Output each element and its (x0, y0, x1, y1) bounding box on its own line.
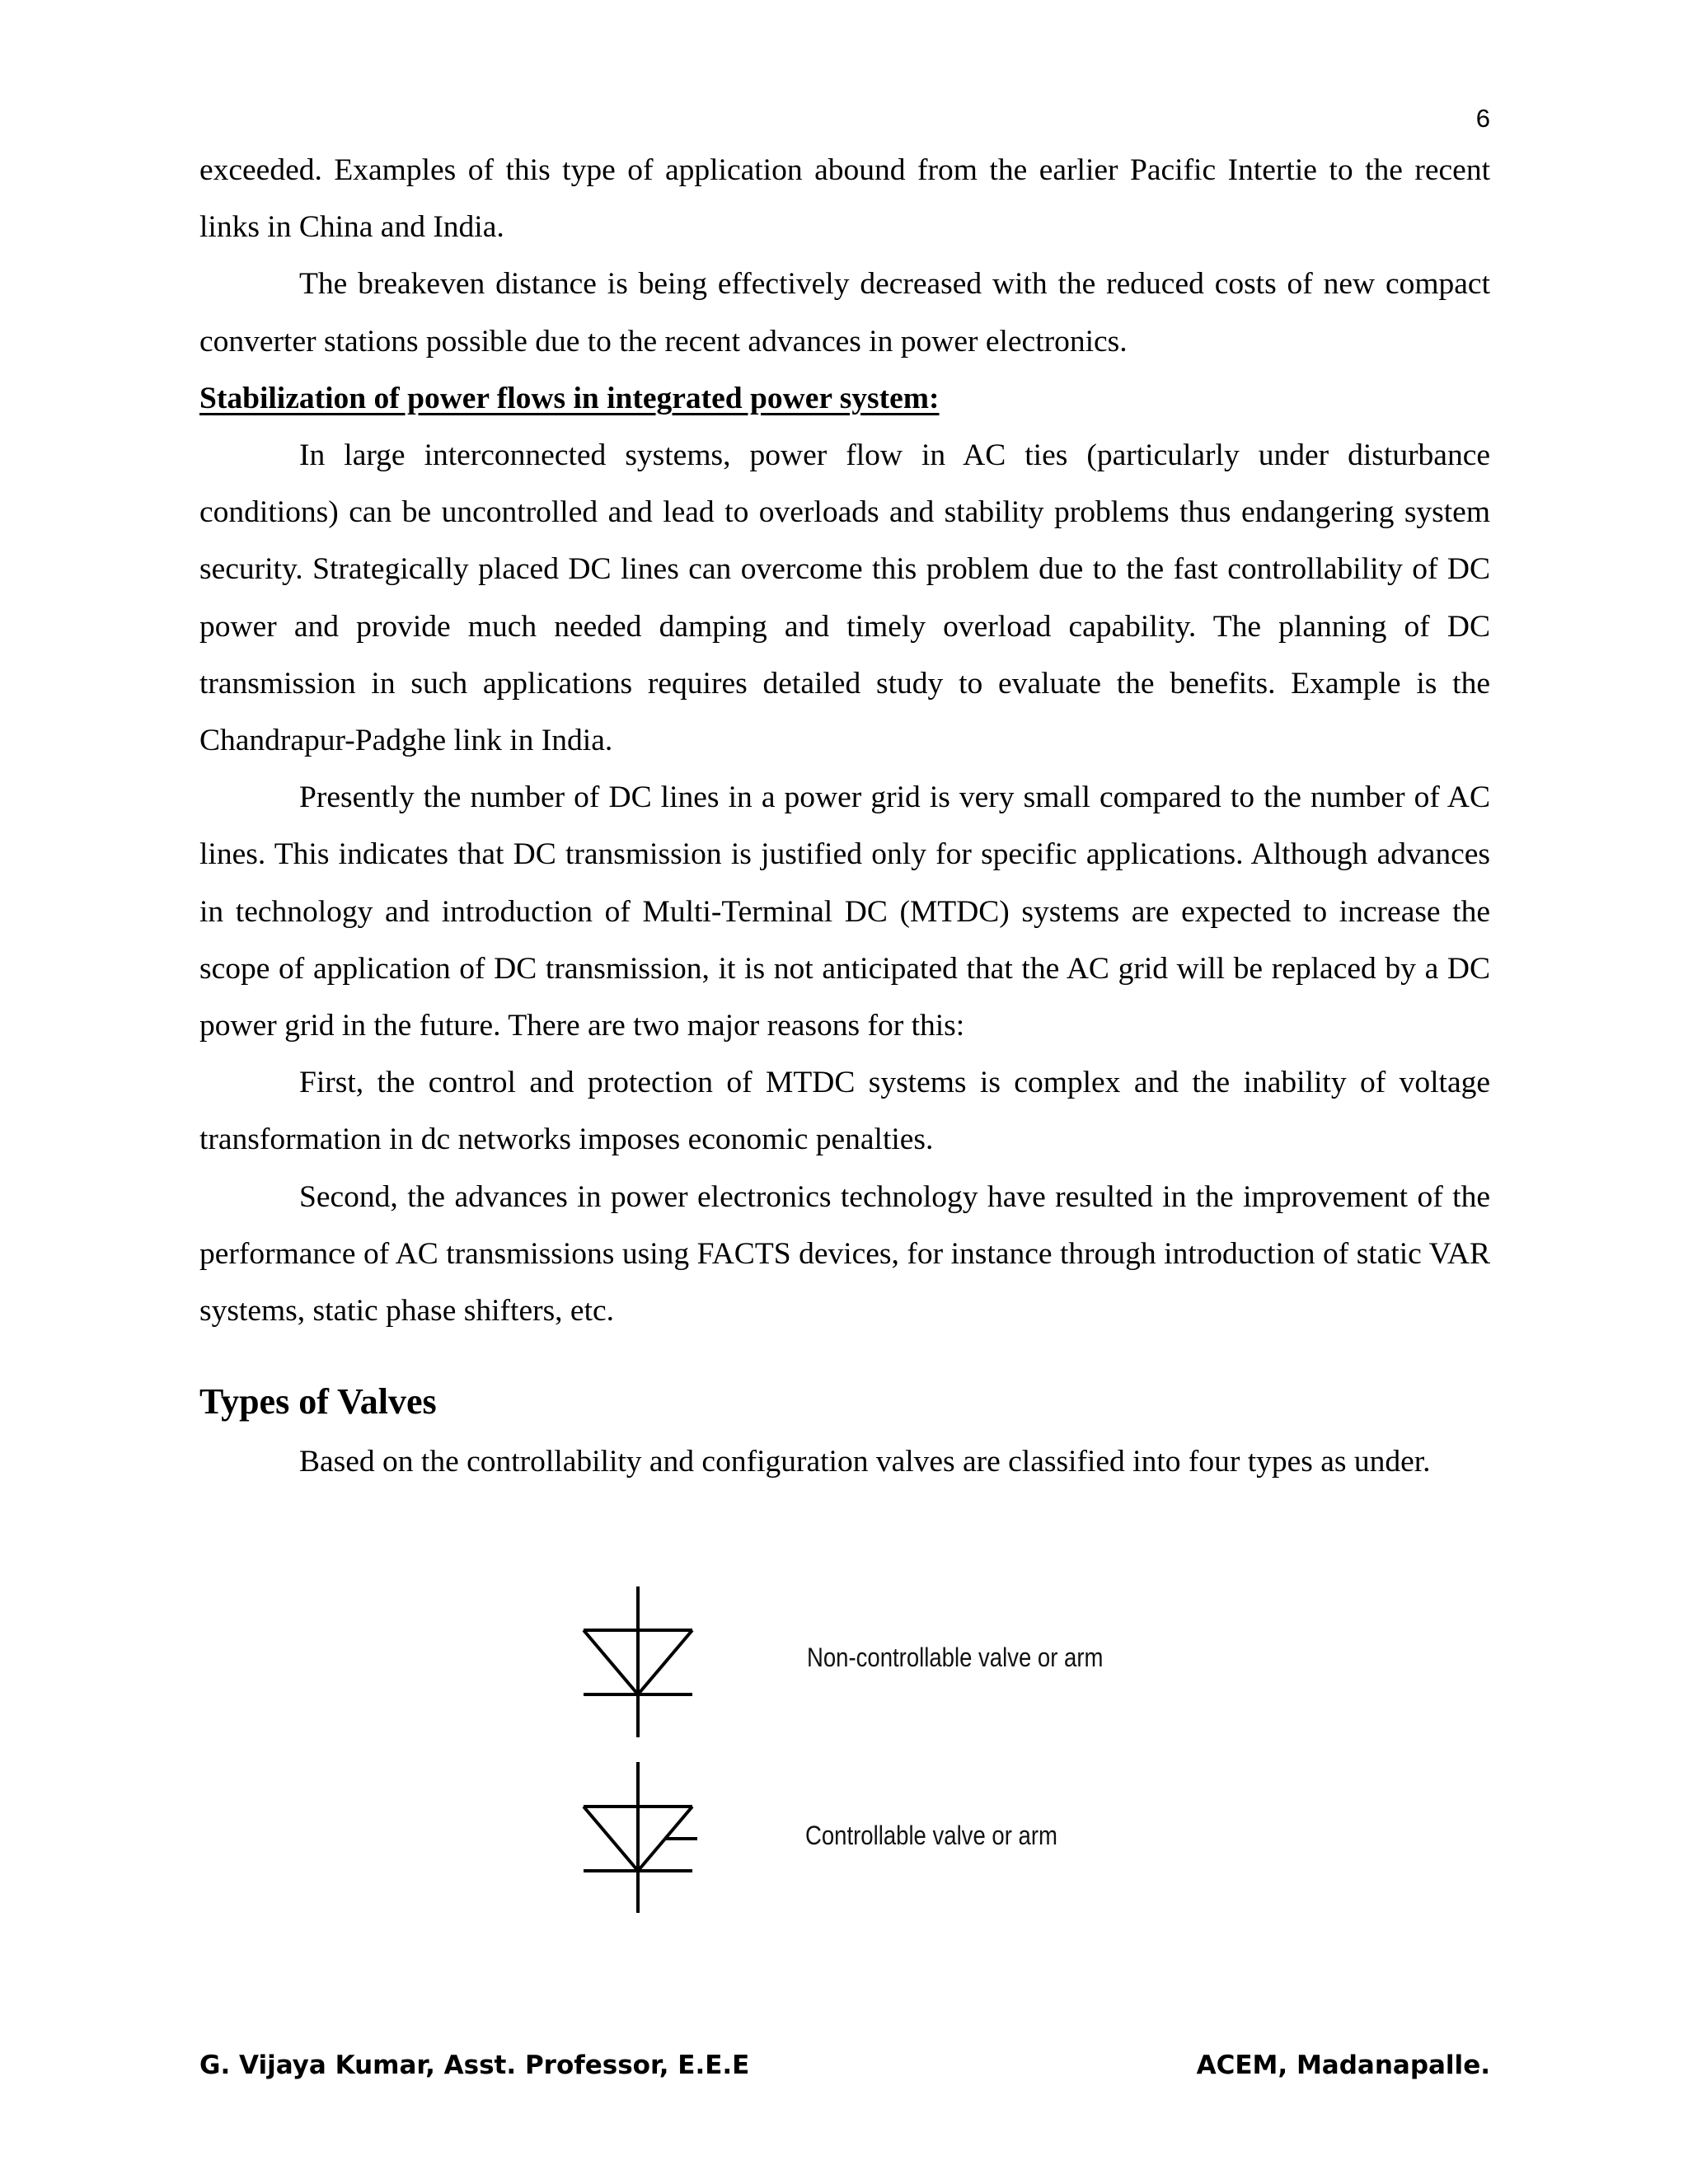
section-title-stabilization: Stabilization of power flows in integrated power system: (199, 381, 940, 415)
paragraph-dc-lines: Presently the number of DC lines in a power grid is very small compared to the number of AC lines. This indicates that DC transmission is justified only for specific applications. Although advances in technology and introduction of Multi-Terminal DC (MTDC) systems are expected to increase the scope of application of DC transmission, it is not anticipated that the AC grid will be replaced by a DC power grid in the future. There are two major reasons for this: (199, 780, 1490, 1043)
heading-types-of-valves: Types of Valves (199, 1381, 437, 1422)
paragraph-breakeven: The breakeven distance is being effectively decreased with the reduced costs of new compact converter stations possible due to the recent advances in power electronics. (199, 267, 1490, 359)
footer-institution: ACEM, Madanapalle. (1196, 2050, 1490, 2080)
paragraph-continued: exceeded. Examples of this type of application abound from the earlier Pacific Intertie to the recent links in China and India. (199, 153, 1490, 245)
paragraph-valve-intro: Based on the controllability and configuration valves are classified into four types as under. (299, 1445, 1431, 1479)
section-spacer (199, 1339, 1490, 1379)
diode-symbol-icon (577, 1582, 701, 1739)
paragraph-second-reason: Second, the advances in power electronics technology have resulted in the improvement of the performance of AC transmissions using FACTS devices, for instance through introduction of static VAR systems, static phase shifters, etc. (199, 1179, 1490, 1329)
page-body (199, 142, 1490, 1490)
paragraph-interconnected-systems: In large interconnected systems, power flow in AC ties (particularly under disturbance conditions) can be uncontrolled and lead to overloads and stability problems thus endangering system security. Strategically placed DC lines can overcome this problem due to the fast controllability of DC power and provide much needed damping and timely overload capability. The planning of DC transmission in such applications requires detailed study to evaluate the benefits. Example is the Chandrapur-Padghe link in India. (199, 438, 1490, 758)
valve-label-non-controllable: Non-controllable valve or arm (807, 1643, 1104, 1672)
thyristor-symbol-icon (577, 1758, 709, 1915)
footer-author: G. Vijaya Kumar, Asst. Professor, E.E.E (199, 2050, 750, 2080)
valve-label-controllable: Controllable valve or arm (805, 1821, 1057, 1850)
page-number: 6 (1475, 104, 1490, 133)
paragraph-first-reason: First, the control and protection of MTDC systems is complex and the inability of voltage transformation in dc networks imposes economic penalties. (199, 1066, 1490, 1157)
